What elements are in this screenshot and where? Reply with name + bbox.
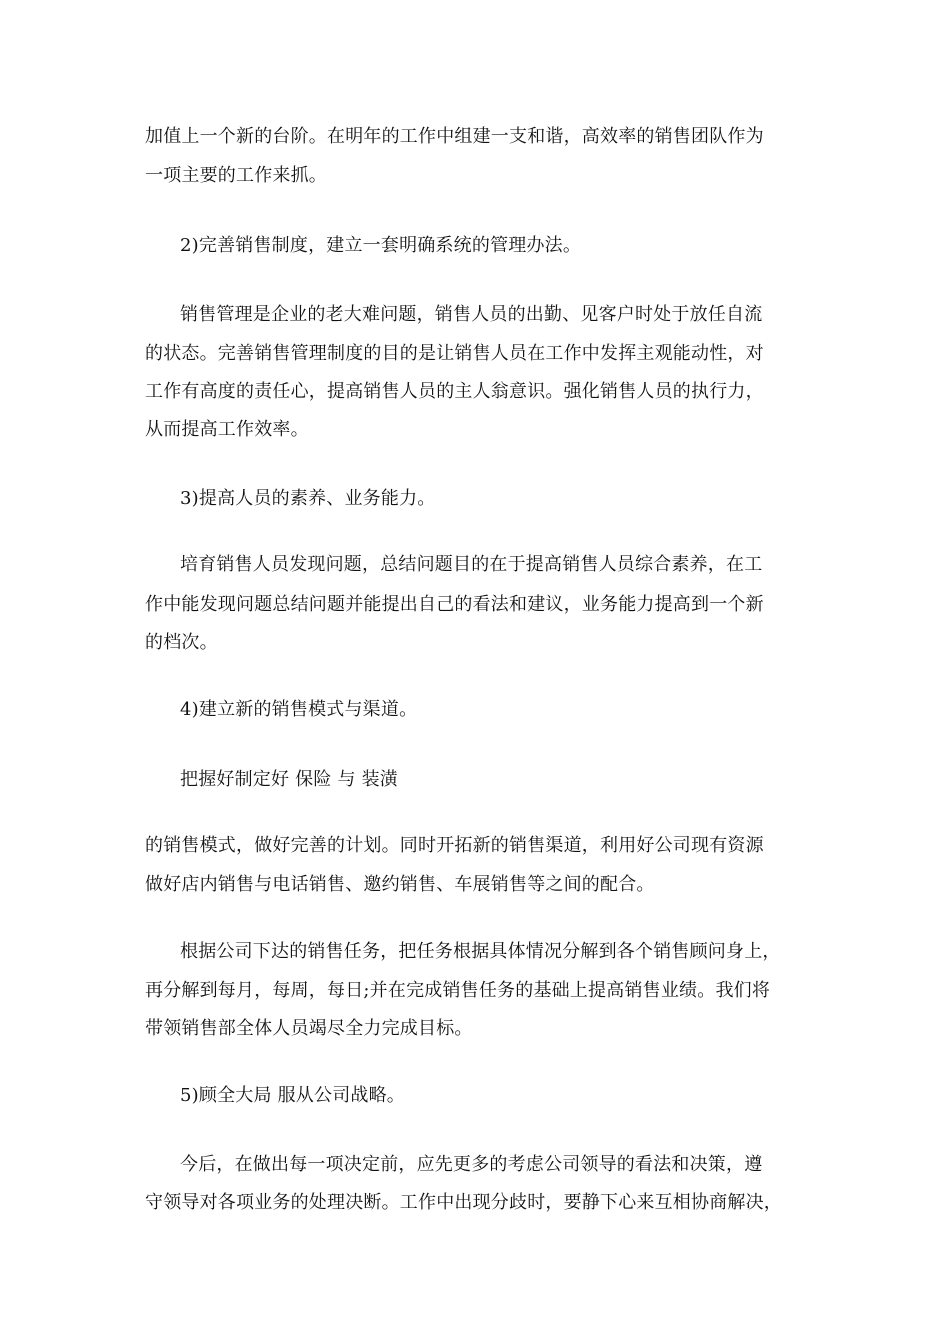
section-heading: 2)完善销售制度，建立一套明确系统的管理办法。 — [180, 235, 582, 256]
text-line: 把握好制定好 保险 与 装潢 — [180, 769, 398, 790]
text-line: 一项主要的工作来抓。 — [145, 165, 327, 186]
section-heading: 5)顾全大局 服从公司战略。 — [180, 1085, 405, 1106]
text-line: 培育销售人员发现问题，总结问题目的在于提高销售人员综合素养，在工 — [180, 554, 763, 575]
text-line: 工作有高度的责任心，提高销售人员的主人翁意识。强化销售人员的执行力， — [145, 381, 764, 402]
section-heading: 4)建立新的销售模式与渠道。 — [180, 699, 418, 720]
text-line: 再分解到每月，每周，每日;并在完成销售任务的基础上提高销售业绩。我们将 — [145, 980, 771, 1001]
text-line: 守领导对各项业务的处理决断。工作中出现分歧时，要静下心来互相协商解决， — [145, 1192, 782, 1213]
text-line: 作中能发现问题总结问题并能提出自己的看法和建议，业务能力提高到一个新 — [145, 594, 764, 615]
text-line: 的销售模式，做好完善的计划。同时开拓新的销售渠道，利用好公司现有资源 — [145, 835, 764, 856]
text-line: 销售管理是企业的老大难问题，销售人员的出勤、见客户时处于放任自流 — [180, 304, 763, 325]
text-line: 带领销售部全体人员竭尽全力完成目标。 — [145, 1018, 473, 1039]
text-line: 的状态。完善销售管理制度的目的是让销售人员在工作中发挥主观能动性，对 — [145, 343, 764, 364]
text-line: 做好店内销售与电话销售、邀约销售、车展销售等之间的配合。 — [145, 874, 655, 895]
text-line: 的档次。 — [145, 632, 218, 653]
section-heading: 3)提高人员的素养、业务能力。 — [180, 488, 436, 509]
text-line: 从而提高工作效率。 — [145, 419, 309, 440]
text-line: 加值上一个新的台阶。在明年的工作中组建一支和谐，高效率的销售团队作为 — [145, 126, 764, 147]
text-line: 今后，在做出每一项决定前，应先更多的考虑公司领导的看法和决策，遵 — [180, 1154, 763, 1175]
text-line: 根据公司下达的销售任务，把任务根据具体情况分解到各个销售顾问身上， — [180, 941, 781, 962]
